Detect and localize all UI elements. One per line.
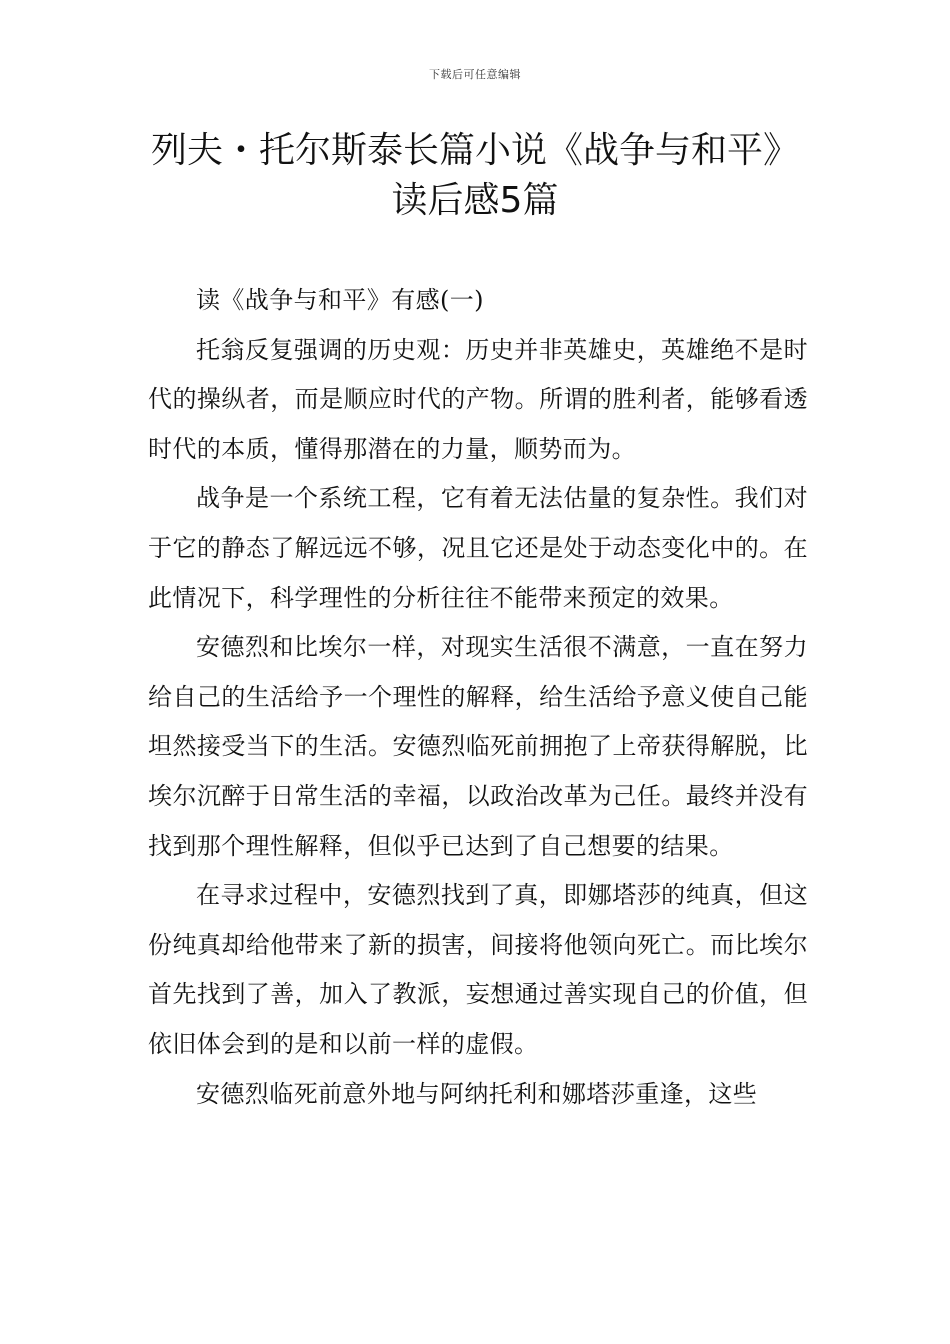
title-line-1: 列夫・托尔斯泰长篇小说《战争与和平》 [150, 130, 799, 171]
paragraph-1: 托翁反复强调的历史观：历史并非英雄史，英雄绝不是时代的操纵者，而是顺应时代的产物。所谓的胜利者，能够看透时代的本质，懂得那潜在的力量，顺势而为。 [148, 335, 808, 463]
section-heading: 读《战争与和平》有感(一) [196, 286, 484, 314]
paragraph-5: 安德烈临死前意外地与阿纳托利和娜塔莎重逢，这些 [196, 1079, 758, 1108]
paragraph-4: 在寻求过程中，安德烈找到了真，即娜塔莎的纯真，但这份纯真却给他带来了新的损害，间接将他领向死亡。而比埃尔首先找到了善，加入了教派，妄想通过善实现自己的价值，但依旧体会到的是和以前一样的虚假。 [148, 881, 808, 1058]
header-note: 下载后可任意编辑 [429, 68, 521, 81]
paragraph-2: 战争是一个系统工程，它有着无法估量的复杂性。我们对于它的静态了解远远不够，况且它还是处于动态变化中的。在此情况下，科学理性的分析往往不能带来预定的效果。 [148, 484, 808, 612]
paragraph-3: 安德烈和比埃尔一样，对现实生活很不满意，一直在努力给自己的生活给予一个理性的解释，给生活给予意义使自己能坦然接受当下的生活。安德烈临死前拥抱了上帝获得解脱，比埃尔沉醉于日常生活的幸福，以政治改革为己任。最终并没有找到那个理性解释，但似乎已达到了自己想要的结果。 [148, 633, 808, 860]
document-body [148, 276, 808, 1119]
document-title [100, 126, 850, 226]
title-line-2: 读后感5篇 [391, 180, 559, 221]
